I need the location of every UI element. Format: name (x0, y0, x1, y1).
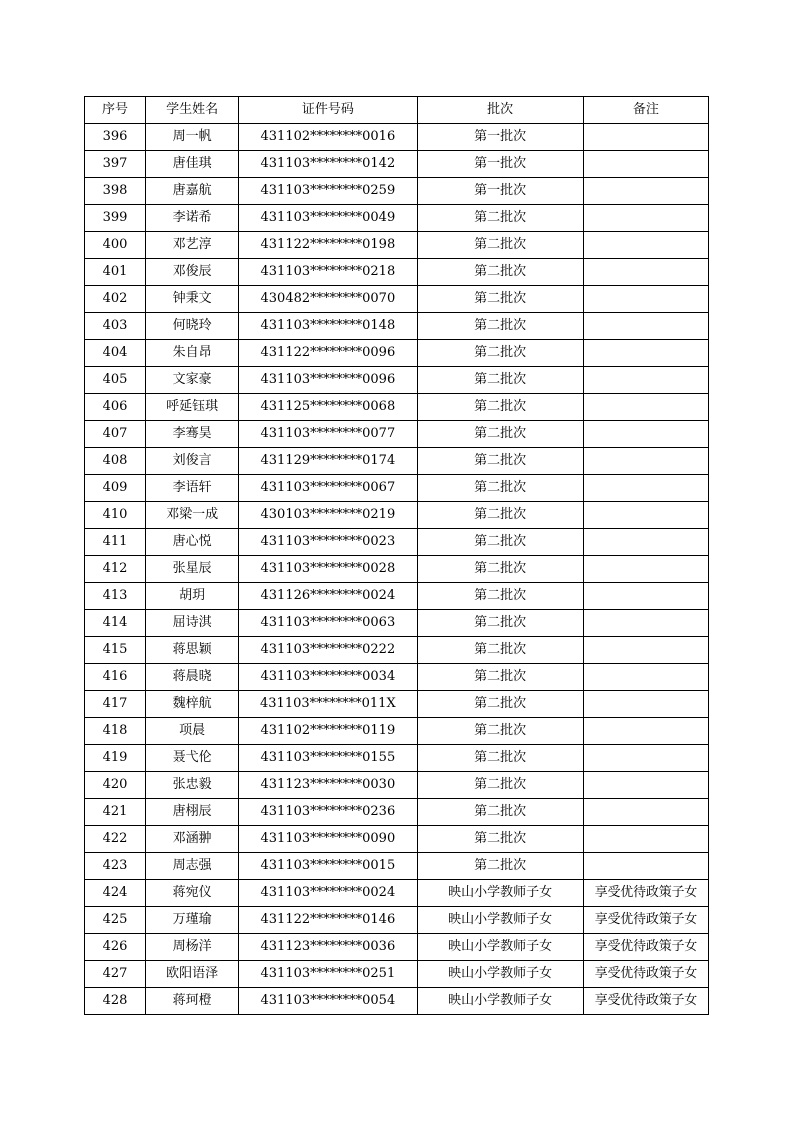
cell-note (583, 826, 708, 853)
cell-note (583, 691, 708, 718)
cell-note (583, 394, 708, 421)
cell-student-name: 蒋珂橙 (146, 988, 239, 1015)
cell-seq: 399 (85, 205, 146, 232)
table-row (85, 826, 709, 853)
cell-seq: 406 (85, 394, 146, 421)
cell-seq: 405 (85, 367, 146, 394)
cell-student-name: 邓俊辰 (146, 259, 239, 286)
cell-note (583, 610, 708, 637)
table-row (85, 340, 709, 367)
table-row (85, 799, 709, 826)
cell-id-number: 431103********0155 (239, 745, 417, 772)
cell-student-name: 聂弋伦 (146, 745, 239, 772)
cell-batch: 第一批次 (417, 178, 583, 205)
cell-seq: 418 (85, 718, 146, 745)
cell-note (583, 745, 708, 772)
cell-note (583, 259, 708, 286)
table-row (85, 232, 709, 259)
cell-id-number: 431103********0034 (239, 664, 417, 691)
table-row (85, 286, 709, 313)
cell-seq: 423 (85, 853, 146, 880)
cell-id-number: 431122********0198 (239, 232, 417, 259)
cell-student-name: 李骞昊 (146, 421, 239, 448)
table-row (85, 610, 709, 637)
cell-batch: 第二批次 (417, 259, 583, 286)
cell-note (583, 421, 708, 448)
header-batch: 批次 (417, 97, 583, 124)
cell-id-number: 431102********0016 (239, 124, 417, 151)
table-body (85, 124, 709, 1015)
cell-note (583, 232, 708, 259)
cell-student-name: 唐心悦 (146, 529, 239, 556)
table-row (85, 151, 709, 178)
cell-seq: 402 (85, 286, 146, 313)
cell-batch: 第二批次 (417, 205, 583, 232)
cell-batch: 映山小学教师子女 (417, 907, 583, 934)
cell-note (583, 448, 708, 475)
cell-student-name: 唐栩辰 (146, 799, 239, 826)
table-row (85, 961, 709, 988)
cell-student-name: 张忠毅 (146, 772, 239, 799)
cell-student-name: 邓涵翀 (146, 826, 239, 853)
cell-student-name: 周志强 (146, 853, 239, 880)
cell-id-number: 431103********0236 (239, 799, 417, 826)
cell-seq: 404 (85, 340, 146, 367)
cell-seq: 401 (85, 259, 146, 286)
cell-seq: 411 (85, 529, 146, 556)
cell-id-number: 431103********0024 (239, 880, 417, 907)
cell-note (583, 556, 708, 583)
table-row (85, 205, 709, 232)
cell-id-number: 431103********0067 (239, 475, 417, 502)
cell-batch: 第二批次 (417, 799, 583, 826)
header-student-name: 学生姓名 (146, 97, 239, 124)
cell-student-name: 蒋宛仪 (146, 880, 239, 907)
cell-id-number: 431125********0068 (239, 394, 417, 421)
cell-id-number: 431103********0259 (239, 178, 417, 205)
cell-student-name: 朱自昂 (146, 340, 239, 367)
table-row (85, 583, 709, 610)
cell-note (583, 475, 708, 502)
cell-seq: 398 (85, 178, 146, 205)
cell-seq: 419 (85, 745, 146, 772)
cell-seq: 417 (85, 691, 146, 718)
table-row (85, 934, 709, 961)
table-row (85, 394, 709, 421)
cell-student-name: 周杨洋 (146, 934, 239, 961)
cell-batch: 第二批次 (417, 367, 583, 394)
cell-id-number: 431103********0222 (239, 637, 417, 664)
cell-batch: 映山小学教师子女 (417, 961, 583, 988)
cell-batch: 第二批次 (417, 610, 583, 637)
cell-id-number: 431129********0174 (239, 448, 417, 475)
table-row (85, 529, 709, 556)
cell-batch: 第二批次 (417, 529, 583, 556)
table-row (85, 664, 709, 691)
cell-batch: 第二批次 (417, 502, 583, 529)
cell-note (583, 124, 708, 151)
table-row (85, 367, 709, 394)
cell-seq: 422 (85, 826, 146, 853)
cell-seq: 414 (85, 610, 146, 637)
cell-batch: 第二批次 (417, 583, 583, 610)
table-row (85, 637, 709, 664)
cell-note (583, 178, 708, 205)
cell-seq: 396 (85, 124, 146, 151)
cell-seq: 426 (85, 934, 146, 961)
cell-student-name: 何晓玲 (146, 313, 239, 340)
cell-note: 享受优待政策子女 (583, 988, 708, 1015)
cell-batch: 第二批次 (417, 556, 583, 583)
table-row (85, 124, 709, 151)
cell-id-number: 431126********0024 (239, 583, 417, 610)
cell-student-name: 蒋晨晓 (146, 664, 239, 691)
cell-note (583, 502, 708, 529)
cell-batch: 第二批次 (417, 745, 583, 772)
cell-batch: 第二批次 (417, 475, 583, 502)
cell-student-name: 钟秉文 (146, 286, 239, 313)
cell-seq: 409 (85, 475, 146, 502)
cell-seq: 415 (85, 637, 146, 664)
cell-note (583, 583, 708, 610)
cell-batch: 第二批次 (417, 232, 583, 259)
cell-note (583, 151, 708, 178)
cell-note: 享受优待政策子女 (583, 934, 708, 961)
table-row (85, 313, 709, 340)
cell-batch: 第二批次 (417, 772, 583, 799)
cell-id-number: 431103********011X (239, 691, 417, 718)
table-row (85, 988, 709, 1015)
cell-batch: 第二批次 (417, 394, 583, 421)
table-row (85, 718, 709, 745)
cell-id-number: 431103********0148 (239, 313, 417, 340)
cell-seq: 403 (85, 313, 146, 340)
cell-seq: 421 (85, 799, 146, 826)
cell-note (583, 205, 708, 232)
cell-batch: 第二批次 (417, 313, 583, 340)
cell-seq: 397 (85, 151, 146, 178)
cell-student-name: 唐嘉航 (146, 178, 239, 205)
cell-student-name: 蒋思颖 (146, 637, 239, 664)
cell-id-number: 431103********0077 (239, 421, 417, 448)
cell-note (583, 367, 708, 394)
cell-seq: 412 (85, 556, 146, 583)
cell-note (583, 664, 708, 691)
cell-batch: 第二批次 (417, 340, 583, 367)
cell-id-number: 431103********0096 (239, 367, 417, 394)
cell-id-number: 431123********0036 (239, 934, 417, 961)
cell-student-name: 邓艺淳 (146, 232, 239, 259)
cell-student-name: 屈诗淇 (146, 610, 239, 637)
cell-id-number: 431103********0049 (239, 205, 417, 232)
student-roster-table (84, 96, 709, 1015)
cell-id-number: 431102********0119 (239, 718, 417, 745)
table-row (85, 421, 709, 448)
table-row (85, 772, 709, 799)
cell-id-number: 430482********0070 (239, 286, 417, 313)
cell-note (583, 772, 708, 799)
cell-batch: 第二批次 (417, 664, 583, 691)
cell-note (583, 799, 708, 826)
cell-batch: 第一批次 (417, 124, 583, 151)
cell-id-number: 431103********0023 (239, 529, 417, 556)
cell-batch: 第二批次 (417, 691, 583, 718)
cell-note (583, 853, 708, 880)
cell-note: 享受优待政策子女 (583, 961, 708, 988)
cell-note (583, 313, 708, 340)
cell-batch: 第二批次 (417, 421, 583, 448)
cell-id-number: 431122********0146 (239, 907, 417, 934)
cell-seq: 420 (85, 772, 146, 799)
cell-student-name: 万瑾瑜 (146, 907, 239, 934)
header-row (85, 97, 709, 124)
cell-id-number: 431122********0096 (239, 340, 417, 367)
table-row (85, 475, 709, 502)
cell-note (583, 718, 708, 745)
cell-batch: 映山小学教师子女 (417, 934, 583, 961)
cell-student-name: 张星辰 (146, 556, 239, 583)
cell-id-number: 431103********0015 (239, 853, 417, 880)
cell-batch: 第一批次 (417, 151, 583, 178)
cell-student-name: 欧阳语泽 (146, 961, 239, 988)
cell-seq: 427 (85, 961, 146, 988)
cell-id-number: 431103********0028 (239, 556, 417, 583)
cell-student-name: 唐佳琪 (146, 151, 239, 178)
table-row (85, 880, 709, 907)
cell-student-name: 周一帆 (146, 124, 239, 151)
cell-seq: 428 (85, 988, 146, 1015)
cell-batch: 映山小学教师子女 (417, 988, 583, 1015)
cell-batch: 第二批次 (417, 853, 583, 880)
table-header (85, 97, 709, 124)
table-row (85, 853, 709, 880)
cell-seq: 407 (85, 421, 146, 448)
cell-seq: 410 (85, 502, 146, 529)
cell-student-name: 刘俊言 (146, 448, 239, 475)
cell-student-name: 胡玥 (146, 583, 239, 610)
cell-student-name: 李诺希 (146, 205, 239, 232)
cell-id-number: 431103********0218 (239, 259, 417, 286)
cell-student-name: 李语轩 (146, 475, 239, 502)
cell-seq: 425 (85, 907, 146, 934)
table-row (85, 178, 709, 205)
cell-student-name: 呼延钰琪 (146, 394, 239, 421)
cell-student-name: 魏梓航 (146, 691, 239, 718)
header-id-number: 证件号码 (239, 97, 417, 124)
table-row (85, 502, 709, 529)
cell-id-number: 431103********0063 (239, 610, 417, 637)
cell-student-name: 项晨 (146, 718, 239, 745)
cell-seq: 416 (85, 664, 146, 691)
cell-id-number: 431103********0142 (239, 151, 417, 178)
table-row (85, 448, 709, 475)
header-seq: 序号 (85, 97, 146, 124)
cell-note (583, 637, 708, 664)
cell-batch: 第二批次 (417, 718, 583, 745)
cell-batch: 第二批次 (417, 448, 583, 475)
cell-student-name: 文家豪 (146, 367, 239, 394)
header-note: 备注 (583, 97, 708, 124)
cell-id-number: 431103********0251 (239, 961, 417, 988)
table-row (85, 691, 709, 718)
cell-note: 享受优待政策子女 (583, 907, 708, 934)
cell-note (583, 340, 708, 367)
cell-id-number: 431103********0054 (239, 988, 417, 1015)
cell-id-number: 430103********0219 (239, 502, 417, 529)
cell-id-number: 431103********0090 (239, 826, 417, 853)
table-row (85, 556, 709, 583)
cell-batch: 第二批次 (417, 637, 583, 664)
table-row (85, 745, 709, 772)
cell-seq: 413 (85, 583, 146, 610)
cell-id-number: 431123********0030 (239, 772, 417, 799)
cell-note: 享受优待政策子女 (583, 880, 708, 907)
table-row (85, 907, 709, 934)
cell-seq: 400 (85, 232, 146, 259)
cell-seq: 424 (85, 880, 146, 907)
cell-batch: 第二批次 (417, 826, 583, 853)
cell-student-name: 邓梁一成 (146, 502, 239, 529)
cell-batch: 第二批次 (417, 286, 583, 313)
cell-batch: 映山小学教师子女 (417, 880, 583, 907)
table-row (85, 259, 709, 286)
cell-note (583, 286, 708, 313)
cell-note (583, 529, 708, 556)
cell-seq: 408 (85, 448, 146, 475)
